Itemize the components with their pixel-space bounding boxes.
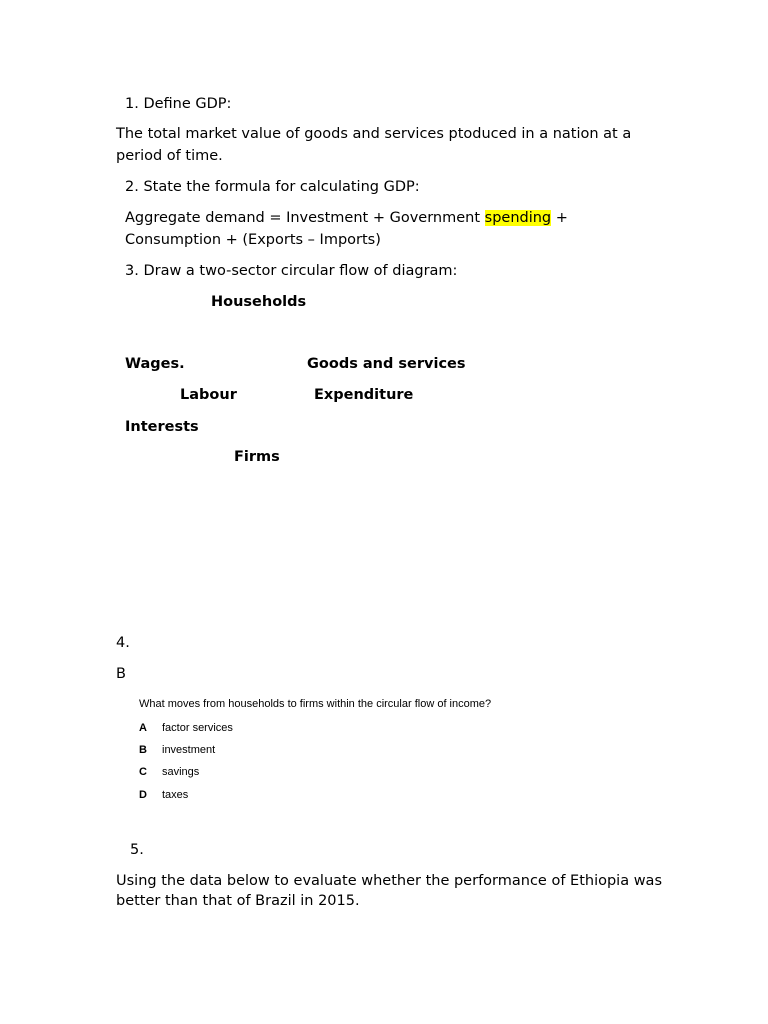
mcq-option-b — [139, 744, 215, 756]
mcq-image — [139, 694, 559, 809]
diagram-label-interests: Interests — [125, 419, 199, 435]
diagram-label-firms: Firms — [234, 449, 280, 465]
option-text: taxes — [162, 789, 189, 801]
question-5-number: 5. — [130, 842, 144, 858]
option-letter: C — [139, 766, 147, 778]
diagram-label-goods-services: Goods and services — [307, 356, 466, 372]
option-text: savings — [162, 766, 200, 778]
question-1-heading: 1. Define GDP: — [125, 96, 232, 112]
highlighted-word: spending — [484, 210, 552, 226]
question-4-number: 4. — [116, 635, 130, 651]
question-2-answer-line-1 — [125, 207, 568, 229]
option-letter: D — [139, 789, 147, 801]
question-5-text-line-1: Using the data below to evaluate whether the performance of Ethiopia was — [116, 873, 663, 889]
mcq-option-a — [139, 722, 233, 734]
question-3-heading: 3. Draw a two-sector circular flow of diagram: — [125, 263, 458, 279]
diagram-label-labour: Labour — [180, 387, 237, 403]
option-text: investment — [162, 744, 216, 756]
formula-text: Aggregate demand = Investment + Government — [125, 210, 485, 226]
mcq-option-d — [139, 789, 188, 801]
formula-text-end: + — [551, 210, 568, 226]
option-text: factor services — [162, 722, 233, 734]
mcq-option-c — [139, 766, 199, 778]
question-2-heading: 2. State the formula for calculating GDP: — [125, 179, 420, 195]
option-letter: A — [139, 722, 147, 734]
question-1-answer-line-2: period of time. — [116, 148, 223, 164]
option-letter: B — [139, 744, 147, 756]
question-5-text-line-2: better than that of Brazil in 2015. — [116, 893, 360, 909]
question-2-answer-line-2: Consumption + (Exports – Imports) — [125, 232, 381, 248]
diagram-label-households: Households — [211, 294, 307, 310]
mcq-question: What moves from households to firms within the circular flow of income? — [139, 698, 492, 710]
question-1-answer-line-1: The total market value of goods and services ptoduced in a nation at a — [116, 126, 632, 142]
question-4-answer: B — [116, 666, 126, 682]
diagram-label-expenditure: Expenditure — [314, 387, 414, 403]
diagram-label-wages: Wages. — [125, 356, 185, 372]
